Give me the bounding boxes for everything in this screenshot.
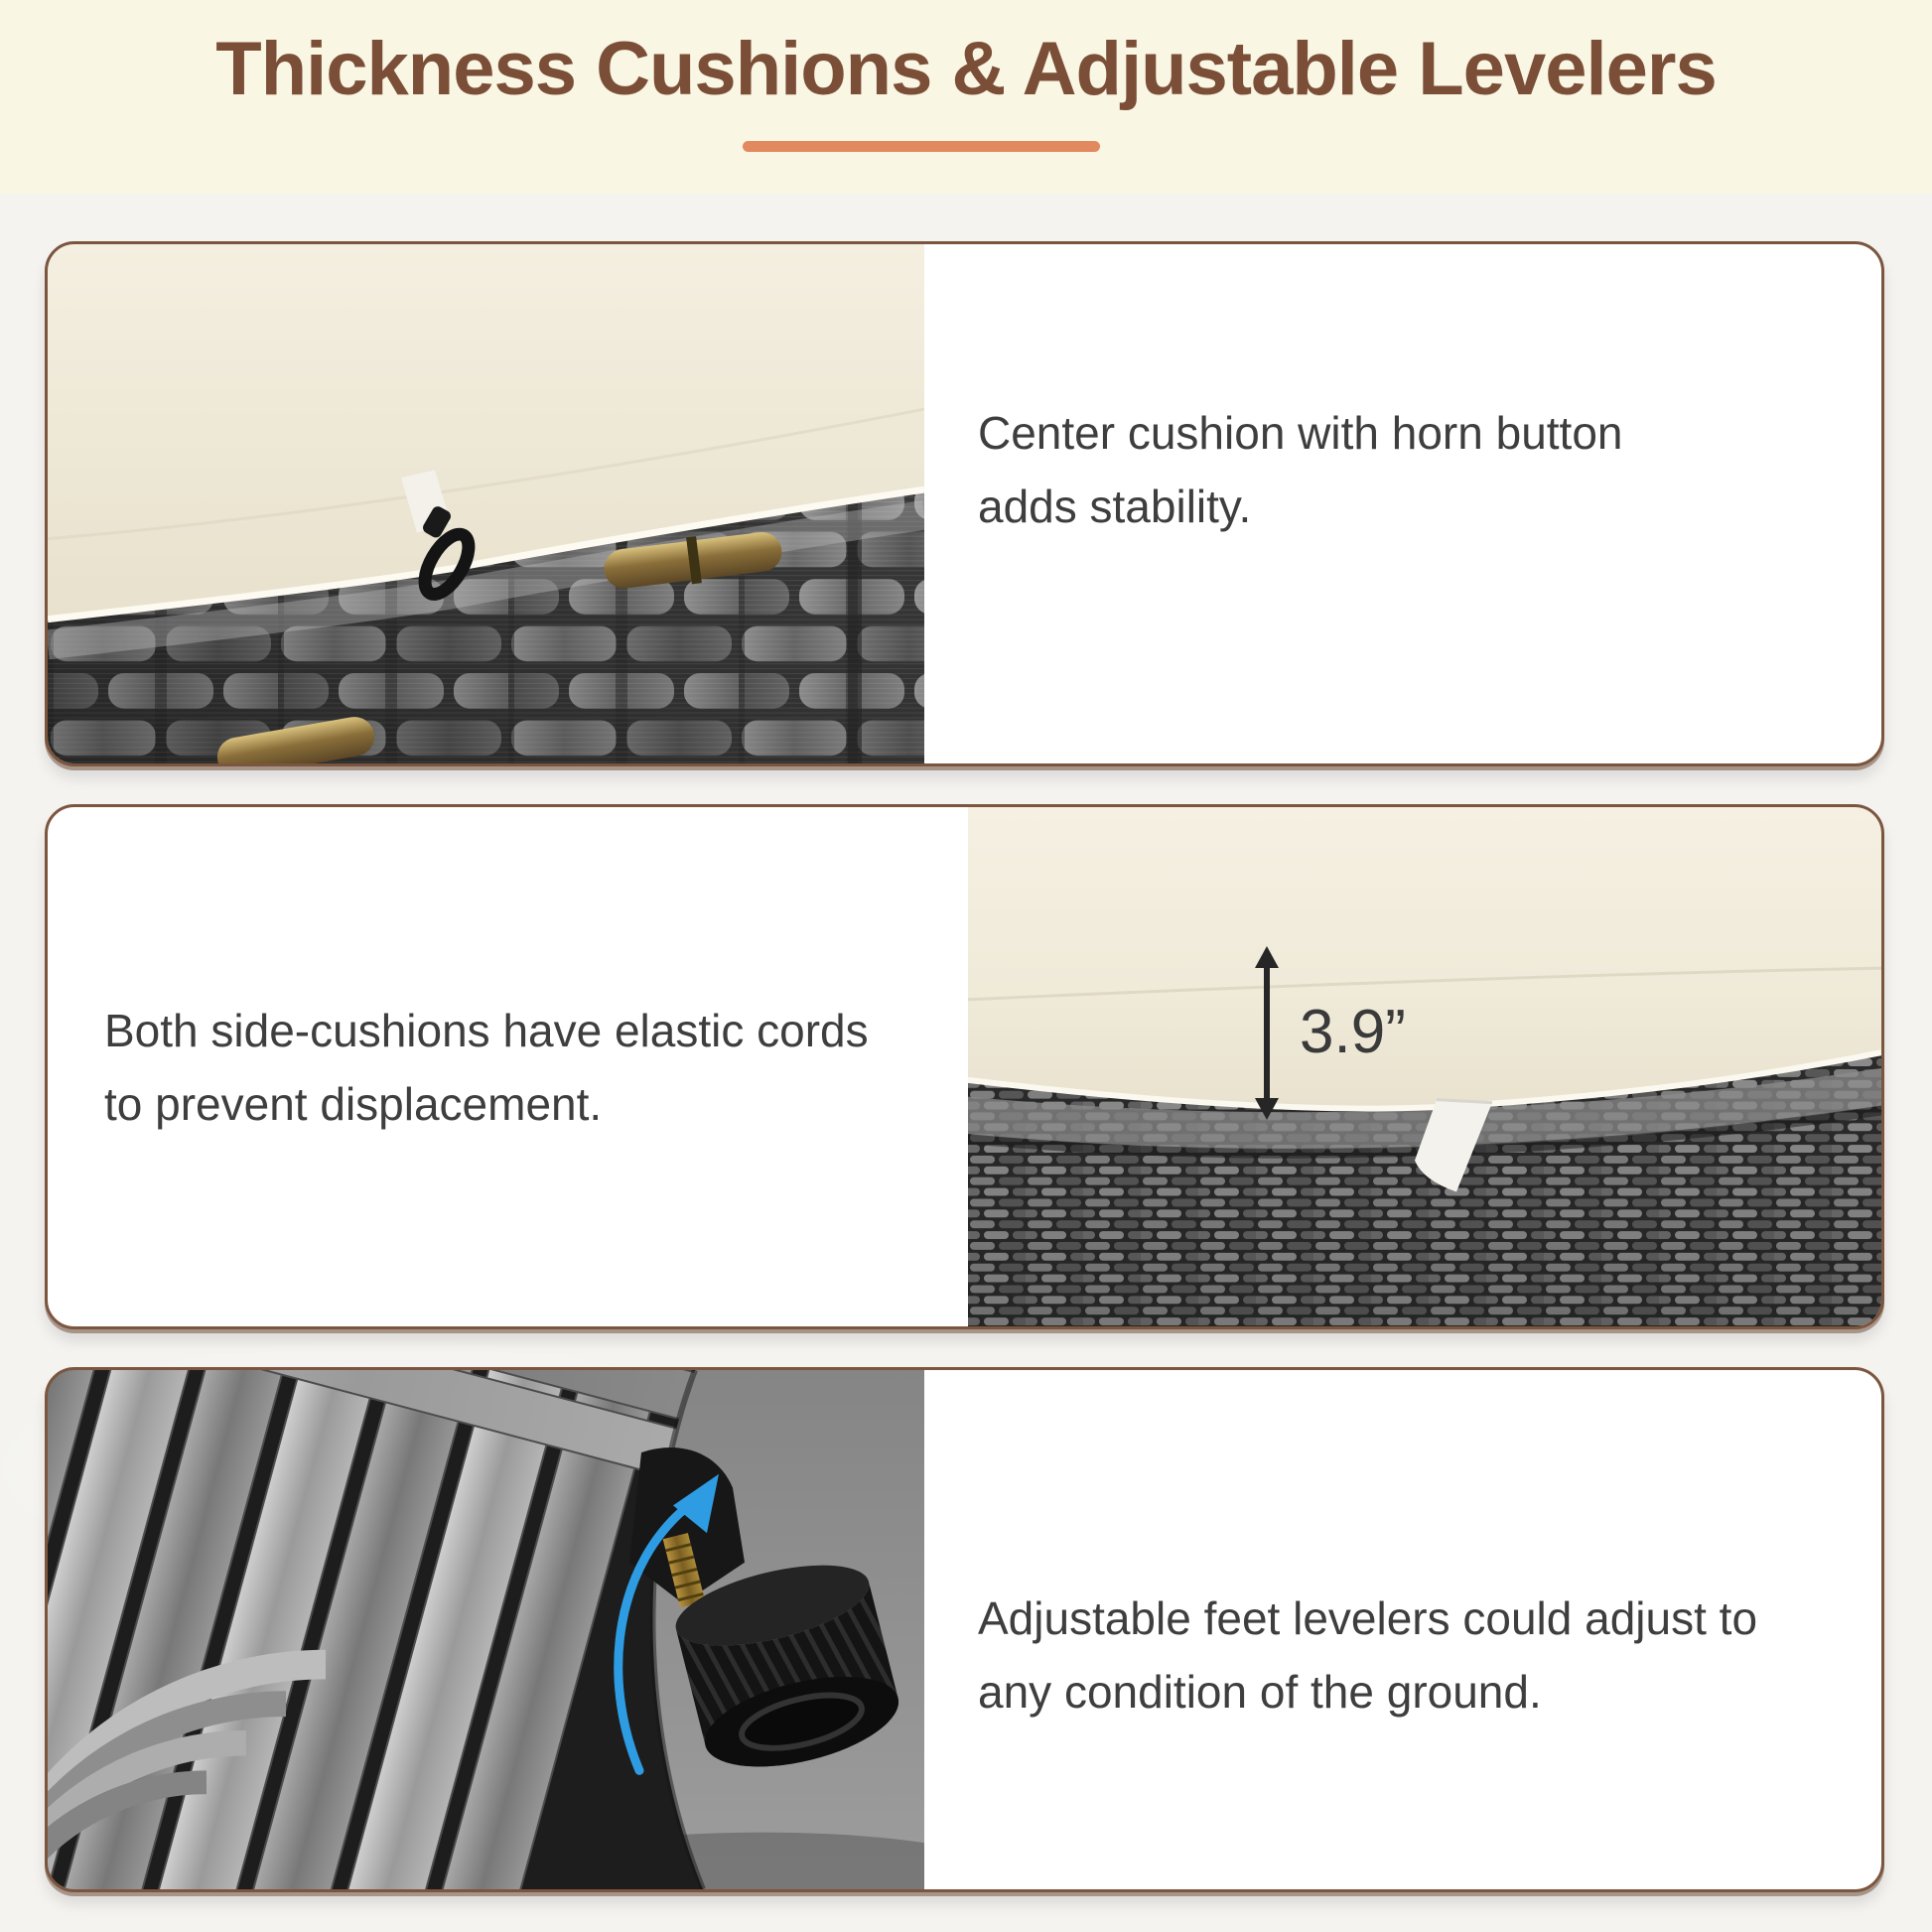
caption-line-2: any condition of the ground.	[978, 1665, 1542, 1718]
center-cushion-photo	[48, 244, 924, 763]
caption-line-1: Adjustable feet levelers could adjust to	[978, 1591, 1758, 1644]
feature-caption	[48, 807, 968, 1326]
caption-line-1: Center cushion with horn button	[978, 406, 1623, 459]
measurement-label: 3.9”	[1300, 998, 1406, 1066]
caption-line-1: Both side-cushions have elastic cords	[104, 1004, 869, 1056]
wicker-bench-illustration	[48, 244, 924, 763]
feature-card-feet-levelers	[45, 1367, 1884, 1892]
feature-caption	[924, 241, 1881, 729]
feature-card-cushion-thickness	[45, 804, 1884, 1329]
header-banner	[0, 0, 1932, 194]
foot-leveler-illustration	[48, 1370, 924, 1889]
title-underline	[743, 141, 1100, 152]
feature-cards	[0, 194, 1932, 1892]
measurement-arrow-icon	[1249, 946, 1285, 1120]
caption-line-2: adds stability.	[978, 480, 1252, 532]
cushion-thickness-photo	[968, 807, 1881, 1326]
page-title: Thickness Cushions & Adjustable Levelers	[215, 27, 1717, 111]
ottoman-illustration	[968, 807, 1881, 1326]
cushion	[968, 807, 1881, 1109]
feature-caption	[924, 1395, 1881, 1892]
feature-card-center-cushion	[45, 241, 1884, 766]
feet-leveler-photo	[48, 1370, 924, 1889]
caption-line-2: to prevent displacement.	[104, 1077, 603, 1130]
